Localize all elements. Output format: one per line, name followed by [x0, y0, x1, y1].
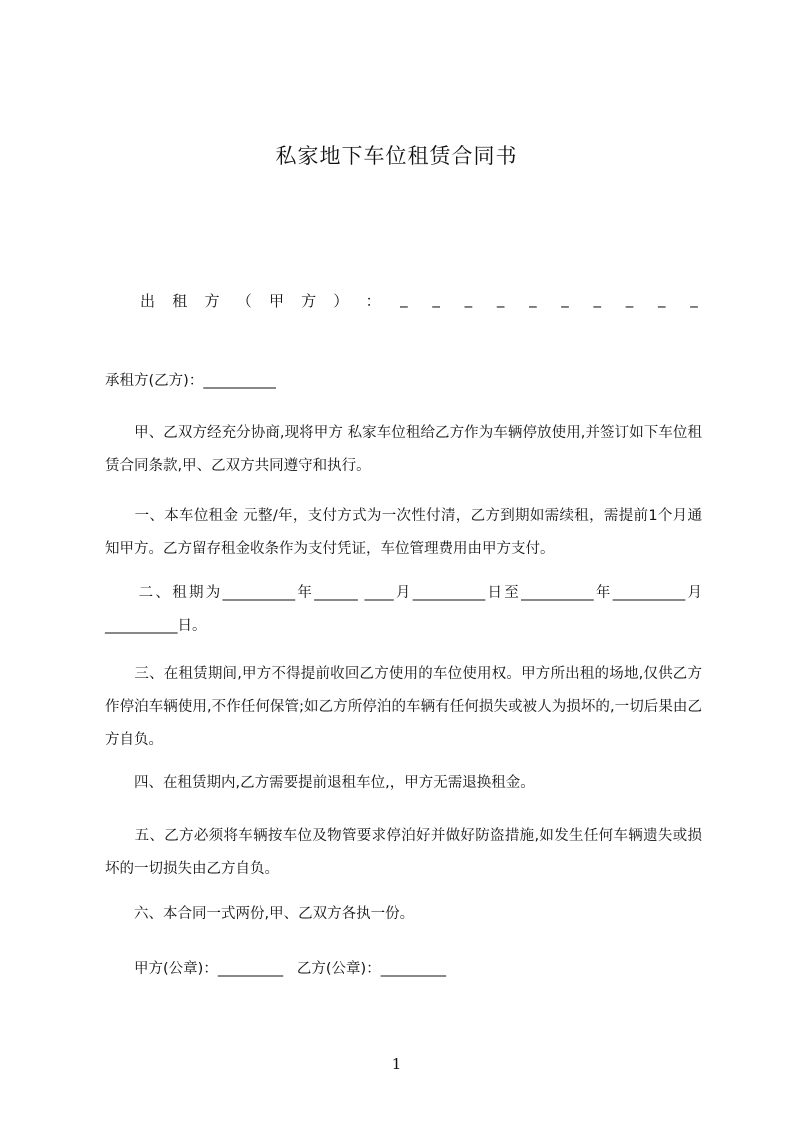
- lessor-char: _: [464, 290, 473, 308]
- page-number: 1: [391, 1055, 402, 1073]
- lessor-char: 租: [172, 292, 188, 310]
- clause-2-term: 二、租期为__________年______ ____月__________日至__________年__________月__________日。: [105, 585, 702, 634]
- lessor-char: ）: [333, 292, 349, 310]
- lessee-line: 承租方(乙方)：__________: [105, 373, 276, 389]
- lessor-char: _: [625, 290, 634, 308]
- contract-title: 私家地下车位租赁合同书: [275, 144, 518, 168]
- intro-paragraph: 甲、乙双方经充分协商,现将甲方 私家车位租给乙方作为车辆停放使用,并签订如下车位租赁合同条款,甲、乙双方共同遵守和执行。: [105, 425, 702, 474]
- lessor-char: （: [236, 292, 252, 310]
- lessor-char: 甲: [268, 292, 284, 310]
- lessor-char: _: [690, 290, 698, 308]
- clause-3-usage: 三、在租赁期间,甲方不得提前收回乙方使用的车位使用权。甲方所出租的场地,仅供乙方作停泊车辆使用,不作任何保管;如乙方所停泊的车辆有任何损失或被人为损坏的,一切后果由乙方自负。: [105, 666, 702, 748]
- lessor-char: _: [658, 290, 666, 308]
- signature-line: 甲方(公章)：_________ 乙方(公章)：_________: [105, 961, 446, 977]
- clause-1-rent: 一、本车位租金 元整/年，支付方式为一次性付清，乙方到期如需续租，需提前1个月通知甲方。乙方留存租金收条作为支付凭证，车位管理费用由甲方支付。: [105, 508, 702, 557]
- lessor-char: 方: [204, 292, 220, 310]
- lessor-char: _: [593, 290, 602, 308]
- lessor-char: 出: [140, 292, 156, 310]
- lessor-char: _: [561, 290, 569, 308]
- lessor-char: _: [400, 290, 408, 308]
- clause-6-copies: 六、本合同一式两份,甲、乙双方各执一份。: [105, 906, 415, 922]
- lessor-line: [140, 290, 700, 311]
- clause-4-early-termination: 四、在租赁期内,乙方需要提前退租车位,，甲方无需退换租金。: [105, 775, 535, 791]
- clause-5-parking-safety: 五、乙方必须将车辆按车位及物管要求停泊好并做好防盗措施,如发生任何车辆遗失或损坏的一切损失由乙方自负。: [105, 828, 702, 877]
- lessor-char: _: [529, 290, 537, 308]
- lessor-char: ：: [365, 292, 381, 310]
- lessor-char: 方: [301, 292, 317, 310]
- lessor-char: _: [496, 290, 505, 308]
- lessor-char: _: [432, 290, 440, 308]
